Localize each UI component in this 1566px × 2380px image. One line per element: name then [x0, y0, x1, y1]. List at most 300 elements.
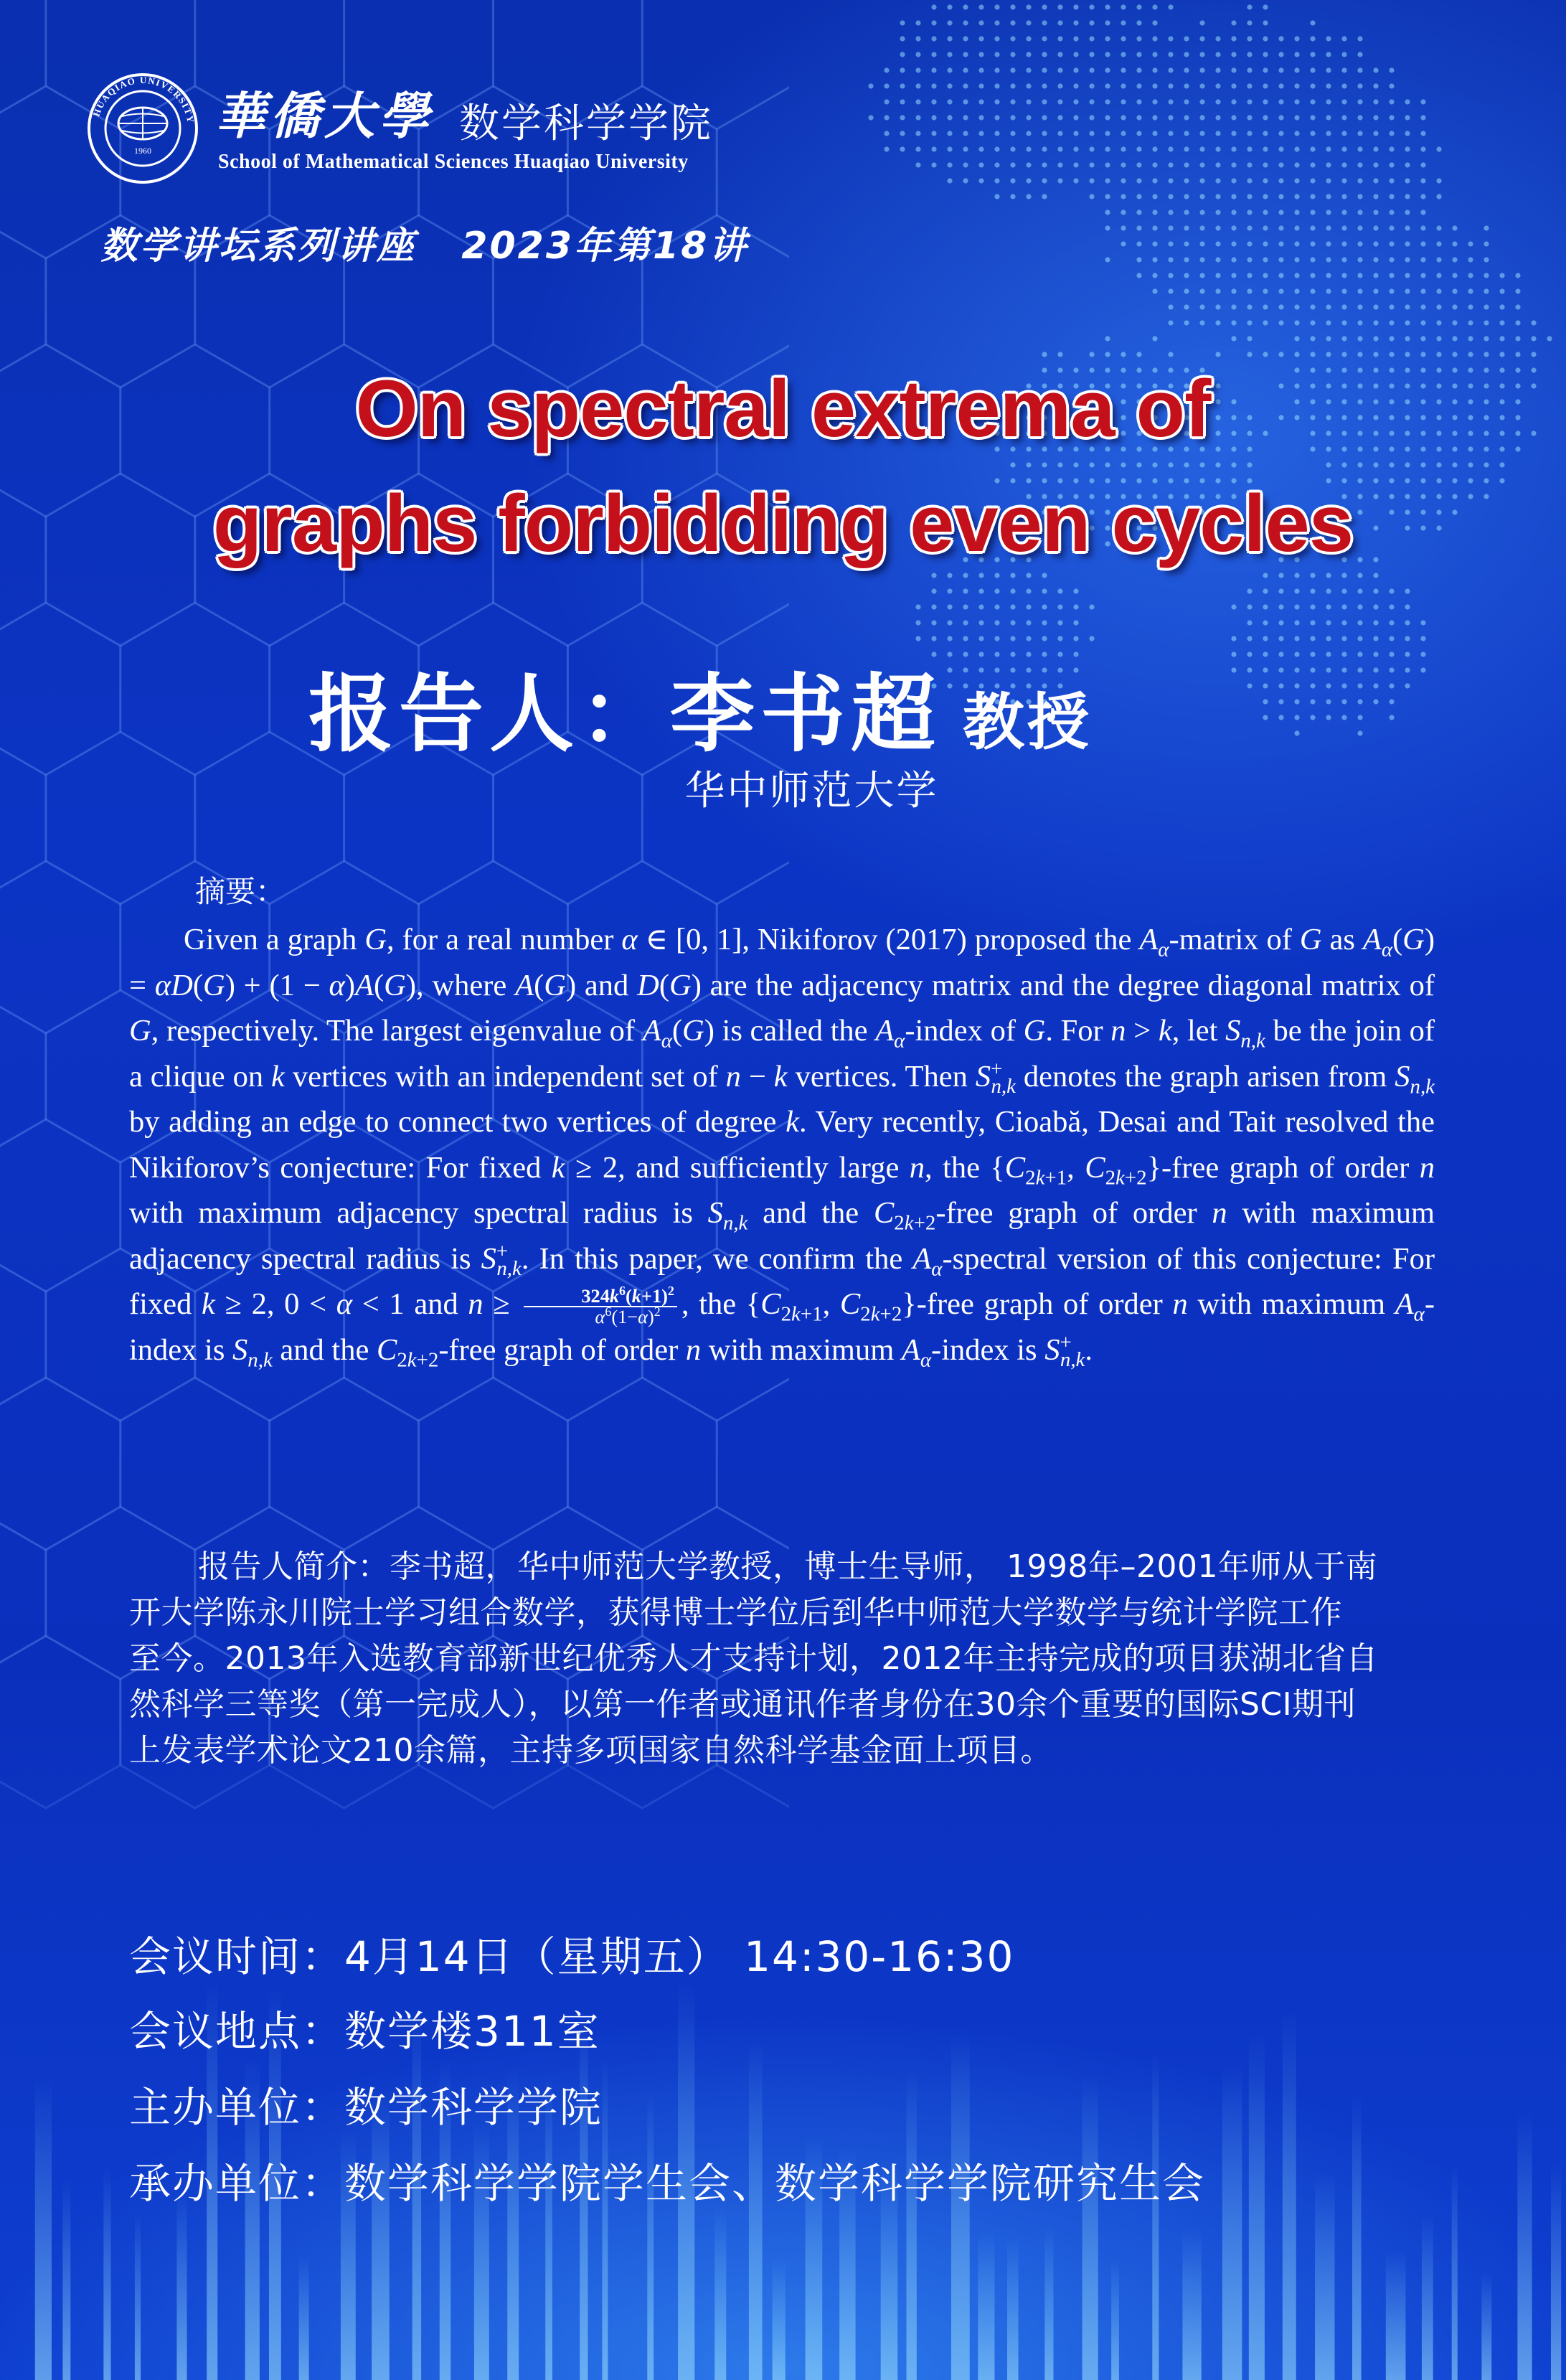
map-dot: [1310, 241, 1315, 246]
map-dot: [1263, 604, 1268, 609]
map-dot: [1073, 4, 1078, 9]
map-dot: [1373, 699, 1378, 704]
map-dot: [931, 36, 936, 41]
map-dot: [1010, 636, 1015, 641]
map-dot: [1136, 20, 1141, 25]
map-dot: [1373, 620, 1378, 625]
map-dot: [1389, 715, 1394, 720]
map-dot: [1263, 4, 1268, 9]
map-dot: [1389, 620, 1394, 625]
map-dot: [994, 131, 999, 136]
map-dot: [1057, 604, 1062, 609]
map-dot: [1152, 146, 1157, 151]
map-dot: [1326, 715, 1331, 720]
map-dot: [1357, 620, 1362, 625]
map-dot: [1357, 636, 1362, 641]
map-dot: [1452, 241, 1457, 246]
map-dot: [1152, 194, 1157, 199]
map-dot: [1357, 715, 1362, 720]
map-dot: [900, 20, 905, 25]
map-dot: [1247, 99, 1252, 104]
light-streak: [1481, 2271, 1491, 2380]
map-dot: [1168, 288, 1173, 293]
map-dot: [1341, 273, 1346, 278]
map-dot: [994, 115, 999, 120]
map-dot: [1484, 257, 1489, 262]
map-dot: [1357, 178, 1362, 183]
map-dot: [1452, 336, 1457, 341]
map-dot: [1373, 99, 1378, 104]
map-dot: [1326, 225, 1331, 230]
map-dot: [1341, 115, 1346, 120]
map-dot: [963, 162, 968, 167]
map-dot: [1026, 115, 1031, 120]
light-streak: [1182, 2229, 1201, 2380]
map-dot: [1136, 194, 1141, 199]
map-dot: [1105, 115, 1110, 120]
map-dot: [1199, 67, 1204, 72]
map-dot: [1263, 99, 1268, 104]
map-dot: [884, 99, 889, 104]
map-dot: [1405, 320, 1410, 325]
map-dot: [1168, 52, 1173, 57]
map-dot: [1310, 115, 1315, 120]
map-dot: [1452, 304, 1457, 309]
svg-text:1960: 1960: [134, 146, 151, 156]
map-dot: [1263, 178, 1268, 183]
map-dot: [1294, 52, 1299, 57]
map-dot: [1341, 67, 1346, 72]
map-dot: [1389, 225, 1394, 230]
map-dot: [1199, 131, 1204, 136]
map-dot: [1263, 20, 1268, 25]
map-dot: [1405, 667, 1410, 672]
map-dot: [1499, 336, 1504, 341]
map-dot: [1310, 588, 1315, 593]
map-dot: [1326, 304, 1331, 309]
map-dot: [1057, 146, 1062, 151]
map-dot: [1531, 336, 1536, 341]
map-dot: [1294, 115, 1299, 120]
map-dot: [1152, 115, 1157, 120]
map-dot: [900, 67, 905, 72]
map-dot: [1263, 146, 1268, 151]
map-dot: [1073, 162, 1078, 167]
map-dot: [1373, 604, 1378, 609]
map-dot: [1152, 4, 1157, 9]
map-dot: [1310, 604, 1315, 609]
map-dot: [1326, 210, 1331, 215]
map-dot: [1247, 620, 1252, 625]
map-dot: [1184, 225, 1189, 230]
map-dot: [1057, 588, 1062, 593]
abstract-text: Given a graph G, for a real number α ∈ [0, 1], Nikiforov (2017) proposed the $A_\alpha$-matrix of G as $A_\alpha(G) = \alpha D(G) + (1 - \alpha)A(G)$, where A(G) and D(G) are the adjacency matrix and the degree diagonal matrix of G, respectively. The largest eigenvalue of $A_\alpha(G)$ is called the $A_\alpha$-index of G. For n > k, let $S_{n,k}$ be the join of a clique on k vertices with an independent set of n − k vertices. Then $S^+_{n,k}$ denotes the graph arisen from $S_{n,k}$ by adding an edge to connect two vertices of degree k. Very recently, Cioabă, Desai and Tait resolved the Nikiforov’s conjecture: For fixed k ≥ 2, and sufficiently large n, the {$C_{2k+1}$, $C_{2k+2}$}-free graph of order n with maximum adjacency spectral radius is $S_{n,k}$ and the $C_{2k+2}$-free graph of order n with maximum adjacency spectral radius is $S^+_{n,k}$. In this paper, we confirm the $A_\alpha$-spectral version of this conjecture: For fixed k ≥ 2, 0 < α < 1 and n ≥ $\frac{324k^6(k+1)^2}{\alpha^6(1-\alpha)^2}$ , the {$C_{2k+1}$, $C_{2k+2}$}-free graph of order n with maximum $A_\alpha$-index is $S_{n,k}$ and the $C_{2k+2}$-free graph of order n with maximum $A_\alpha$-index is $S^+_{n,k}$.: [129, 923, 1435, 1372]
map-dot: [1073, 588, 1078, 593]
map-dot: [1326, 288, 1331, 293]
map-dot: [1484, 288, 1489, 293]
map-dot: [1484, 225, 1489, 230]
map-dot: [915, 36, 920, 41]
map-dot: [1136, 115, 1141, 120]
map-dot: [1326, 115, 1331, 120]
map-dot: [1294, 194, 1299, 199]
map-dot: [1357, 210, 1362, 215]
map-dot: [1373, 241, 1378, 246]
map-dot: [915, 99, 920, 104]
map-dot: [1199, 115, 1204, 120]
map-dot: [1278, 194, 1283, 199]
map-dot: [1484, 320, 1489, 325]
map-dot: [1010, 178, 1015, 183]
map-dot: [1152, 210, 1157, 215]
map-dot: [900, 83, 905, 88]
map-dot: [1420, 667, 1425, 672]
map-dot: [1436, 273, 1441, 278]
map-dot: [1420, 178, 1425, 183]
map-dot: [978, 20, 984, 25]
map-dot: [963, 115, 968, 120]
map-dot: [1231, 210, 1236, 215]
map-dot: [1136, 52, 1141, 57]
map-dot: [963, 588, 968, 593]
map-dot: [1294, 99, 1299, 104]
map-dot: [1026, 162, 1031, 167]
map-dot: [931, 131, 936, 136]
map-dot: [1089, 4, 1094, 9]
map-dot: [1389, 652, 1394, 657]
map-dot: [1089, 146, 1094, 151]
map-dot: [1326, 604, 1331, 609]
map-dot: [1326, 320, 1331, 325]
map-dot: [1247, 320, 1252, 325]
map-dot: [1152, 178, 1157, 183]
map-dot: [1184, 288, 1189, 293]
map-dot: [1215, 225, 1220, 230]
map-dot: [1310, 99, 1315, 104]
map-dot: [1373, 652, 1378, 657]
map-dot: [1168, 4, 1173, 9]
map-dot: [931, 620, 936, 625]
hexagon: [0, 1248, 46, 1421]
map-dot: [1278, 667, 1283, 672]
map-dot: [1531, 320, 1536, 325]
map-dot: [1105, 20, 1110, 25]
map-dot: [1026, 67, 1031, 72]
map-dot: [1294, 636, 1299, 641]
map-dot: [1294, 67, 1299, 72]
map-dot: [1105, 194, 1110, 199]
map-dot: [1389, 241, 1394, 246]
map-dot: [1326, 36, 1331, 41]
map-dot: [1247, 667, 1252, 672]
map-dot: [1026, 178, 1031, 183]
university-name-cn: 華僑大學: [215, 86, 433, 146]
map-dot: [1341, 604, 1346, 609]
map-dot: [1247, 178, 1252, 183]
map-dot: [1294, 210, 1299, 215]
light-streak: [749, 2041, 763, 2380]
map-dot: [1326, 99, 1331, 104]
map-dot: [1373, 336, 1378, 341]
map-dot: [1152, 162, 1157, 167]
map-dot: [1168, 67, 1173, 72]
map-dot: [1294, 652, 1299, 657]
map-dot: [1026, 4, 1031, 9]
map-dot: [1341, 52, 1346, 57]
light-streak: [1386, 2251, 1406, 2380]
map-dot: [1057, 178, 1062, 183]
map-dot: [1436, 241, 1441, 246]
light-streak: [1007, 2237, 1019, 2380]
map-dot: [1136, 83, 1141, 88]
meeting-time: 会议时间：4月14日（星期五） 14:30-16:30: [129, 1932, 1015, 1981]
light-streak: [1352, 2094, 1362, 2380]
map-dot: [1121, 83, 1126, 88]
map-dot: [963, 20, 968, 25]
map-dot: [1057, 4, 1062, 9]
map-dot: [1136, 178, 1141, 183]
map-dot: [1436, 304, 1441, 309]
map-dot: [1247, 588, 1252, 593]
map-dot: [1199, 304, 1204, 309]
map-dot: [1199, 210, 1204, 215]
map-dot: [1184, 241, 1189, 246]
map-dot: [1294, 178, 1299, 183]
map-dot: [1247, 636, 1252, 641]
map-dot: [1436, 225, 1441, 230]
map-dot: [1405, 131, 1410, 136]
map-dot: [1278, 273, 1283, 278]
hexagon: [121, 1378, 270, 1550]
map-dot: [1152, 257, 1157, 262]
map-dot: [1010, 20, 1015, 25]
map-dot: [931, 636, 936, 641]
map-dot: [1468, 257, 1473, 262]
map-dot: [1263, 162, 1268, 167]
map-dot: [963, 620, 968, 625]
map-dot: [1184, 67, 1189, 72]
light-streak: [1111, 2260, 1119, 2380]
map-dot: [1247, 146, 1252, 151]
map-dot: [1263, 273, 1268, 278]
map-dot: [1294, 730, 1299, 735]
map-dot: [1184, 36, 1189, 41]
map-dot: [1326, 273, 1331, 278]
light-streak: [1222, 2063, 1242, 2380]
map-dot: [1042, 636, 1047, 641]
map-dot: [1357, 36, 1362, 41]
map-dot: [1184, 194, 1189, 199]
map-dot: [1357, 652, 1362, 657]
map-dot: [1310, 320, 1315, 325]
map-dot: [1168, 146, 1173, 151]
map-dot: [1373, 225, 1378, 230]
map-dot: [1326, 588, 1331, 593]
map-dot: [1310, 36, 1315, 41]
map-dot: [1073, 131, 1078, 136]
map-dot: [1326, 636, 1331, 641]
hexagon: [0, 861, 121, 1033]
map-dot: [1152, 336, 1157, 341]
map-dot: [1026, 588, 1031, 593]
map-dot: [1136, 257, 1141, 262]
map-dot: [994, 636, 999, 641]
map-dot: [1247, 652, 1252, 657]
map-dot: [1468, 336, 1473, 341]
map-dot: [1341, 636, 1346, 641]
map-dot: [900, 36, 905, 41]
map-dot: [1089, 115, 1094, 120]
map-dot: [1199, 273, 1204, 278]
map-dot: [1152, 52, 1157, 57]
map-dot: [1168, 320, 1173, 325]
map-dot: [1341, 588, 1346, 593]
map-dot: [1326, 162, 1331, 167]
meeting-organizer: 承办单位：数学科学学院学生会、数学科学学院研究生会: [129, 2159, 1206, 2208]
map-dot: [1420, 146, 1425, 151]
university-logo: [86, 72, 199, 185]
map-dot: [1215, 273, 1220, 278]
map-dot: [994, 99, 999, 104]
map-dot: [1247, 336, 1252, 341]
map-dot: [1310, 636, 1315, 641]
map-dot: [1373, 304, 1378, 309]
map-dot: [1357, 683, 1362, 688]
map-dot: [1136, 131, 1141, 136]
light-streak: [714, 2207, 726, 2380]
light-streak: [1283, 2010, 1296, 2380]
map-dot: [1231, 115, 1236, 120]
map-dot: [1231, 636, 1236, 641]
map-dot: [1042, 52, 1047, 57]
map-dot: [868, 115, 873, 120]
map-dot: [963, 178, 968, 183]
map-dot: [1357, 67, 1362, 72]
light-streak: [299, 2255, 309, 2380]
map-dot: [1089, 194, 1094, 199]
map-dot: [1263, 115, 1268, 120]
map-dot: [1136, 241, 1141, 246]
map-dot: [1310, 146, 1315, 151]
map-dot: [1152, 36, 1157, 41]
map-dot: [1121, 20, 1126, 25]
map-dot: [1184, 210, 1189, 215]
map-dot: [1436, 320, 1441, 325]
map-dot: [947, 588, 952, 593]
map-dot: [947, 636, 952, 641]
map-dot: [947, 178, 952, 183]
map-dot: [1184, 146, 1189, 151]
map-dot: [978, 636, 984, 641]
map-dot: [1294, 604, 1299, 609]
map-dot: [931, 52, 936, 57]
map-dot: [1484, 273, 1489, 278]
map-dot: [1420, 336, 1425, 341]
hexagon: [0, 732, 46, 904]
map-dot: [1263, 683, 1268, 688]
map-dot: [1515, 288, 1520, 293]
map-dot: [947, 162, 952, 167]
map-dot: [1515, 336, 1520, 341]
map-dot: [1389, 667, 1394, 672]
map-dot: [1121, 241, 1126, 246]
map-dot: [1168, 273, 1173, 278]
map-dot: [1215, 36, 1220, 41]
map-dot: [1231, 36, 1236, 41]
map-dot: [1389, 99, 1394, 104]
map-dot: [1089, 99, 1094, 104]
map-dot: [1405, 336, 1410, 341]
map-dot: [931, 67, 936, 72]
map-dot: [994, 83, 999, 88]
map-dot: [1278, 715, 1283, 720]
map-dot: [978, 4, 984, 9]
map-dot: [1247, 36, 1252, 41]
map-dot: [963, 604, 968, 609]
map-dot: [1405, 146, 1410, 151]
map-dot: [1263, 225, 1268, 230]
map-dot: [1121, 194, 1126, 199]
map-dot: [1247, 683, 1252, 688]
map-dot: [1420, 288, 1425, 293]
map-dot: [1294, 320, 1299, 325]
map-dot: [1452, 288, 1457, 293]
map-dot: [1420, 194, 1425, 199]
map-dot: [915, 604, 920, 609]
map-dot: [1057, 115, 1062, 120]
map-dot: [1263, 194, 1268, 199]
map-dot: [1263, 320, 1268, 325]
map-dot: [1215, 320, 1220, 325]
map-dot: [1042, 4, 1047, 9]
map-dot: [1278, 36, 1283, 41]
map-dot: [1215, 52, 1220, 57]
map-dot: [1468, 320, 1473, 325]
map-dot: [1357, 241, 1362, 246]
map-dot: [1326, 194, 1331, 199]
map-dot: [1121, 162, 1126, 167]
meeting-place: 会议地点：数学楼311室: [129, 2007, 600, 2056]
map-dot: [1373, 588, 1378, 593]
map-dot: [1105, 83, 1110, 88]
map-dot: [884, 131, 889, 136]
map-dot: [1468, 304, 1473, 309]
map-dot: [1105, 336, 1110, 341]
map-dot: [1247, 288, 1252, 293]
light-streak: [1422, 2215, 1433, 2380]
map-dot: [1247, 67, 1252, 72]
map-dot: [1263, 667, 1268, 672]
map-dot: [1420, 241, 1425, 246]
map-dot: [1089, 20, 1094, 25]
map-dot: [931, 162, 936, 167]
map-dot: [1168, 194, 1173, 199]
map-dot: [931, 99, 936, 104]
map-dot: [1420, 225, 1425, 230]
map-dot: [1121, 115, 1126, 120]
map-dot: [1010, 67, 1015, 72]
map-dot: [1405, 257, 1410, 262]
map-dot: [1136, 4, 1141, 9]
map-dot: [1373, 67, 1378, 72]
map-dot: [1310, 20, 1315, 25]
map-dot: [1341, 336, 1346, 341]
map-dot: [1389, 304, 1394, 309]
map-dot: [1105, 36, 1110, 41]
map-dot: [1184, 178, 1189, 183]
map-dot: [1089, 52, 1094, 57]
map-dot: [1373, 667, 1378, 672]
